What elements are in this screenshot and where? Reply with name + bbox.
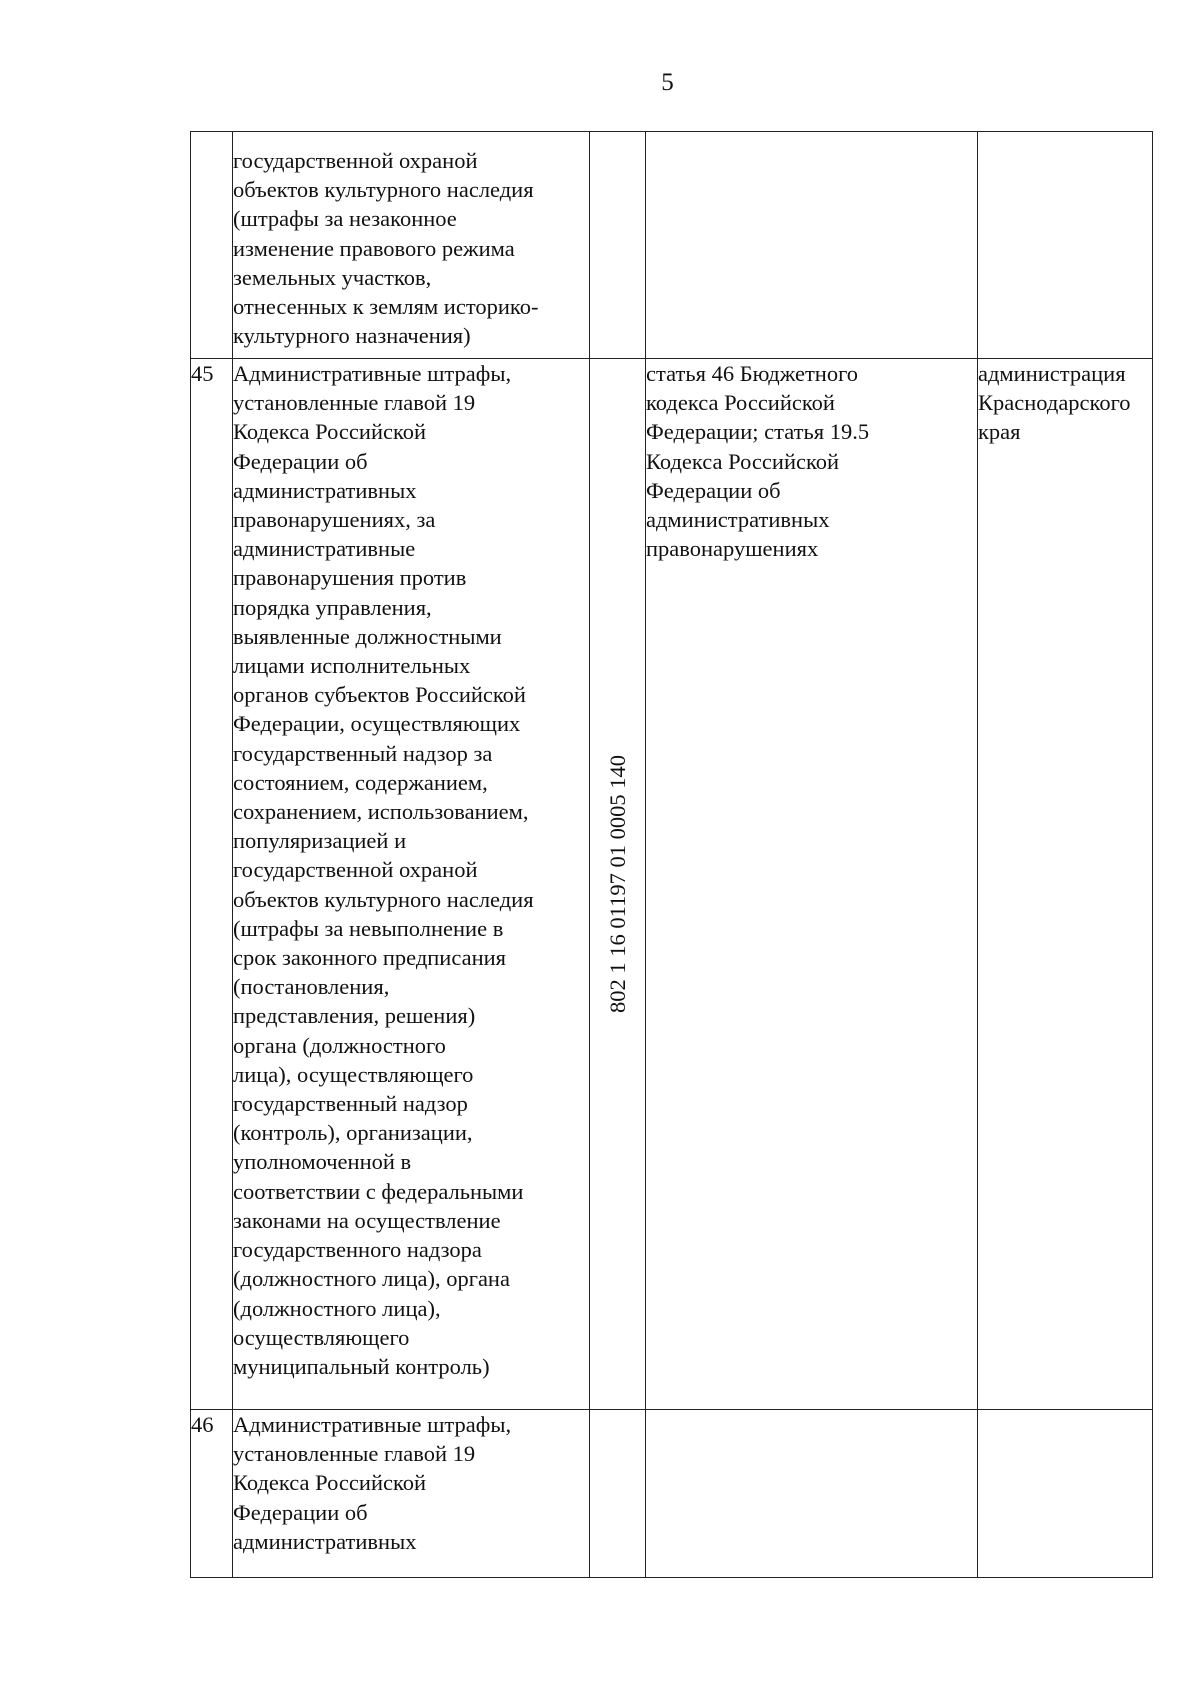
revenue-name-line: правонарушениях, за	[233, 507, 436, 533]
revenue-name-line: административных	[233, 477, 417, 503]
revenue-name-line: государственной охраной	[233, 857, 478, 883]
revenue-name-line: объектов культурного наследия	[233, 177, 534, 203]
revenue-name-line: Федерации об	[233, 448, 368, 474]
row-number-cell: 45	[191, 359, 233, 1410]
legal-basis-cell	[646, 359, 978, 1410]
table-row	[191, 132, 1153, 359]
revenue-name-line: Федерации об	[233, 1499, 368, 1525]
revenue-name-line: состоянием, содержанием,	[233, 769, 488, 795]
revenue-name-line: установленные главой 19	[233, 390, 476, 416]
revenue-name-line: государственного надзора	[233, 1237, 482, 1263]
revenue-name-line: популяризацией и	[233, 828, 407, 854]
revenue-name-line: Кодекса Российской	[233, 1470, 427, 1496]
revenue-name-line: Кодекса Российской	[233, 419, 427, 445]
revenue-name-line: сохранением, использованием,	[233, 799, 529, 825]
revenue-name-line: законами на осуществление	[233, 1207, 501, 1233]
revenue-name-line: культурного назначения)	[233, 323, 471, 349]
revenue-name-line: срок законного предписания	[233, 945, 507, 971]
revenue-name-line: правонарушения против	[233, 565, 467, 591]
revenue-name-line: Административные штрафы,	[233, 1412, 512, 1437]
administrator-cell	[978, 1410, 1153, 1578]
legal-basis-line: Кодекса Российской	[646, 448, 840, 474]
revenue-name-line: административные	[233, 536, 416, 562]
revenue-name-line: Федерации, осуществляющих	[233, 711, 521, 737]
table-row	[191, 1410, 1153, 1578]
revenue-name-line: лица), осуществляющего	[233, 1061, 474, 1087]
row-number-cell: 46	[191, 1410, 233, 1578]
budget-code-cell	[590, 359, 646, 1410]
administrator-line: администрация	[978, 361, 1126, 386]
revenue-name-line: (должностного лица),	[233, 1295, 441, 1321]
legal-basis-line: кодекса Российской	[646, 390, 835, 416]
budget-code-cell	[590, 132, 646, 359]
revenue-name-line: порядка управления,	[233, 594, 432, 620]
revenue-name-line: государственный надзор	[233, 1091, 468, 1117]
budget-code-cell	[590, 1410, 646, 1578]
revenue-name-line: муниципальный контроль)	[233, 1353, 490, 1379]
revenue-name-line: осуществляющего	[233, 1324, 410, 1350]
administrator-cell	[978, 132, 1153, 359]
revenue-codes-table	[190, 131, 1153, 1578]
row-number-cell	[191, 132, 233, 359]
revenue-name-line: органов субъектов Российской	[233, 682, 526, 708]
revenue-name-line: объектов культурного наследия	[233, 886, 534, 912]
table-row	[191, 359, 1153, 1410]
revenue-name-line: лицами исполнительных	[233, 653, 471, 679]
legal-basis-line: Федерации об	[646, 477, 781, 503]
revenue-name-line: органа (должностного	[233, 1032, 446, 1058]
revenue-name-cell	[233, 132, 590, 359]
revenue-name-line: уполномоченной в	[233, 1149, 412, 1175]
revenue-name-line: представления, решения)	[233, 1003, 476, 1029]
legal-basis-cell	[646, 1410, 978, 1578]
revenue-name-line: государственной охраной	[233, 148, 478, 173]
legal-basis-line: Федерации; статья 19.5	[646, 419, 870, 445]
revenue-name-cell	[233, 1410, 590, 1578]
table-body	[191, 132, 1153, 1578]
revenue-name-line: административных	[233, 1528, 417, 1554]
legal-basis-cell	[646, 132, 978, 359]
revenue-name-cell	[233, 359, 590, 1410]
revenue-name-line: (штрафы за незаконное	[233, 206, 457, 232]
budget-classification-code: 802 1 16 01197 01 0005 140	[604, 755, 630, 1013]
revenue-name-line: установленные главой 19	[233, 1441, 476, 1467]
revenue-name-line: (должностного лица), органа	[233, 1266, 510, 1292]
revenue-name-line: (штрафы за невыполнение в	[233, 915, 504, 941]
revenue-name-line: государственный надзор за	[233, 740, 493, 766]
revenue-name-line: Административные штрафы,	[233, 361, 512, 386]
revenue-name-line: соответствии с федеральными	[233, 1178, 524, 1204]
revenue-name-line: (постановления,	[233, 974, 390, 1000]
administrator-cell	[978, 359, 1153, 1410]
revenue-name-line: земельных участков,	[233, 264, 432, 290]
revenue-name-line: (контроль), организации,	[233, 1120, 473, 1146]
administrator-line: края	[978, 419, 1021, 445]
revenue-name-line: изменение правового режима	[233, 235, 515, 261]
legal-basis-line: статья 46 Бюджетного	[646, 361, 859, 386]
revenue-name-line: выявленные должностными	[233, 623, 502, 649]
page-number: 5	[661, 69, 674, 96]
legal-basis-line: правонарушениях	[646, 536, 819, 562]
administrator-line: Краснодарского	[978, 390, 1131, 416]
revenue-name-line: отнесенных к землям историко-	[233, 294, 539, 320]
legal-basis-line: административных	[646, 507, 830, 533]
